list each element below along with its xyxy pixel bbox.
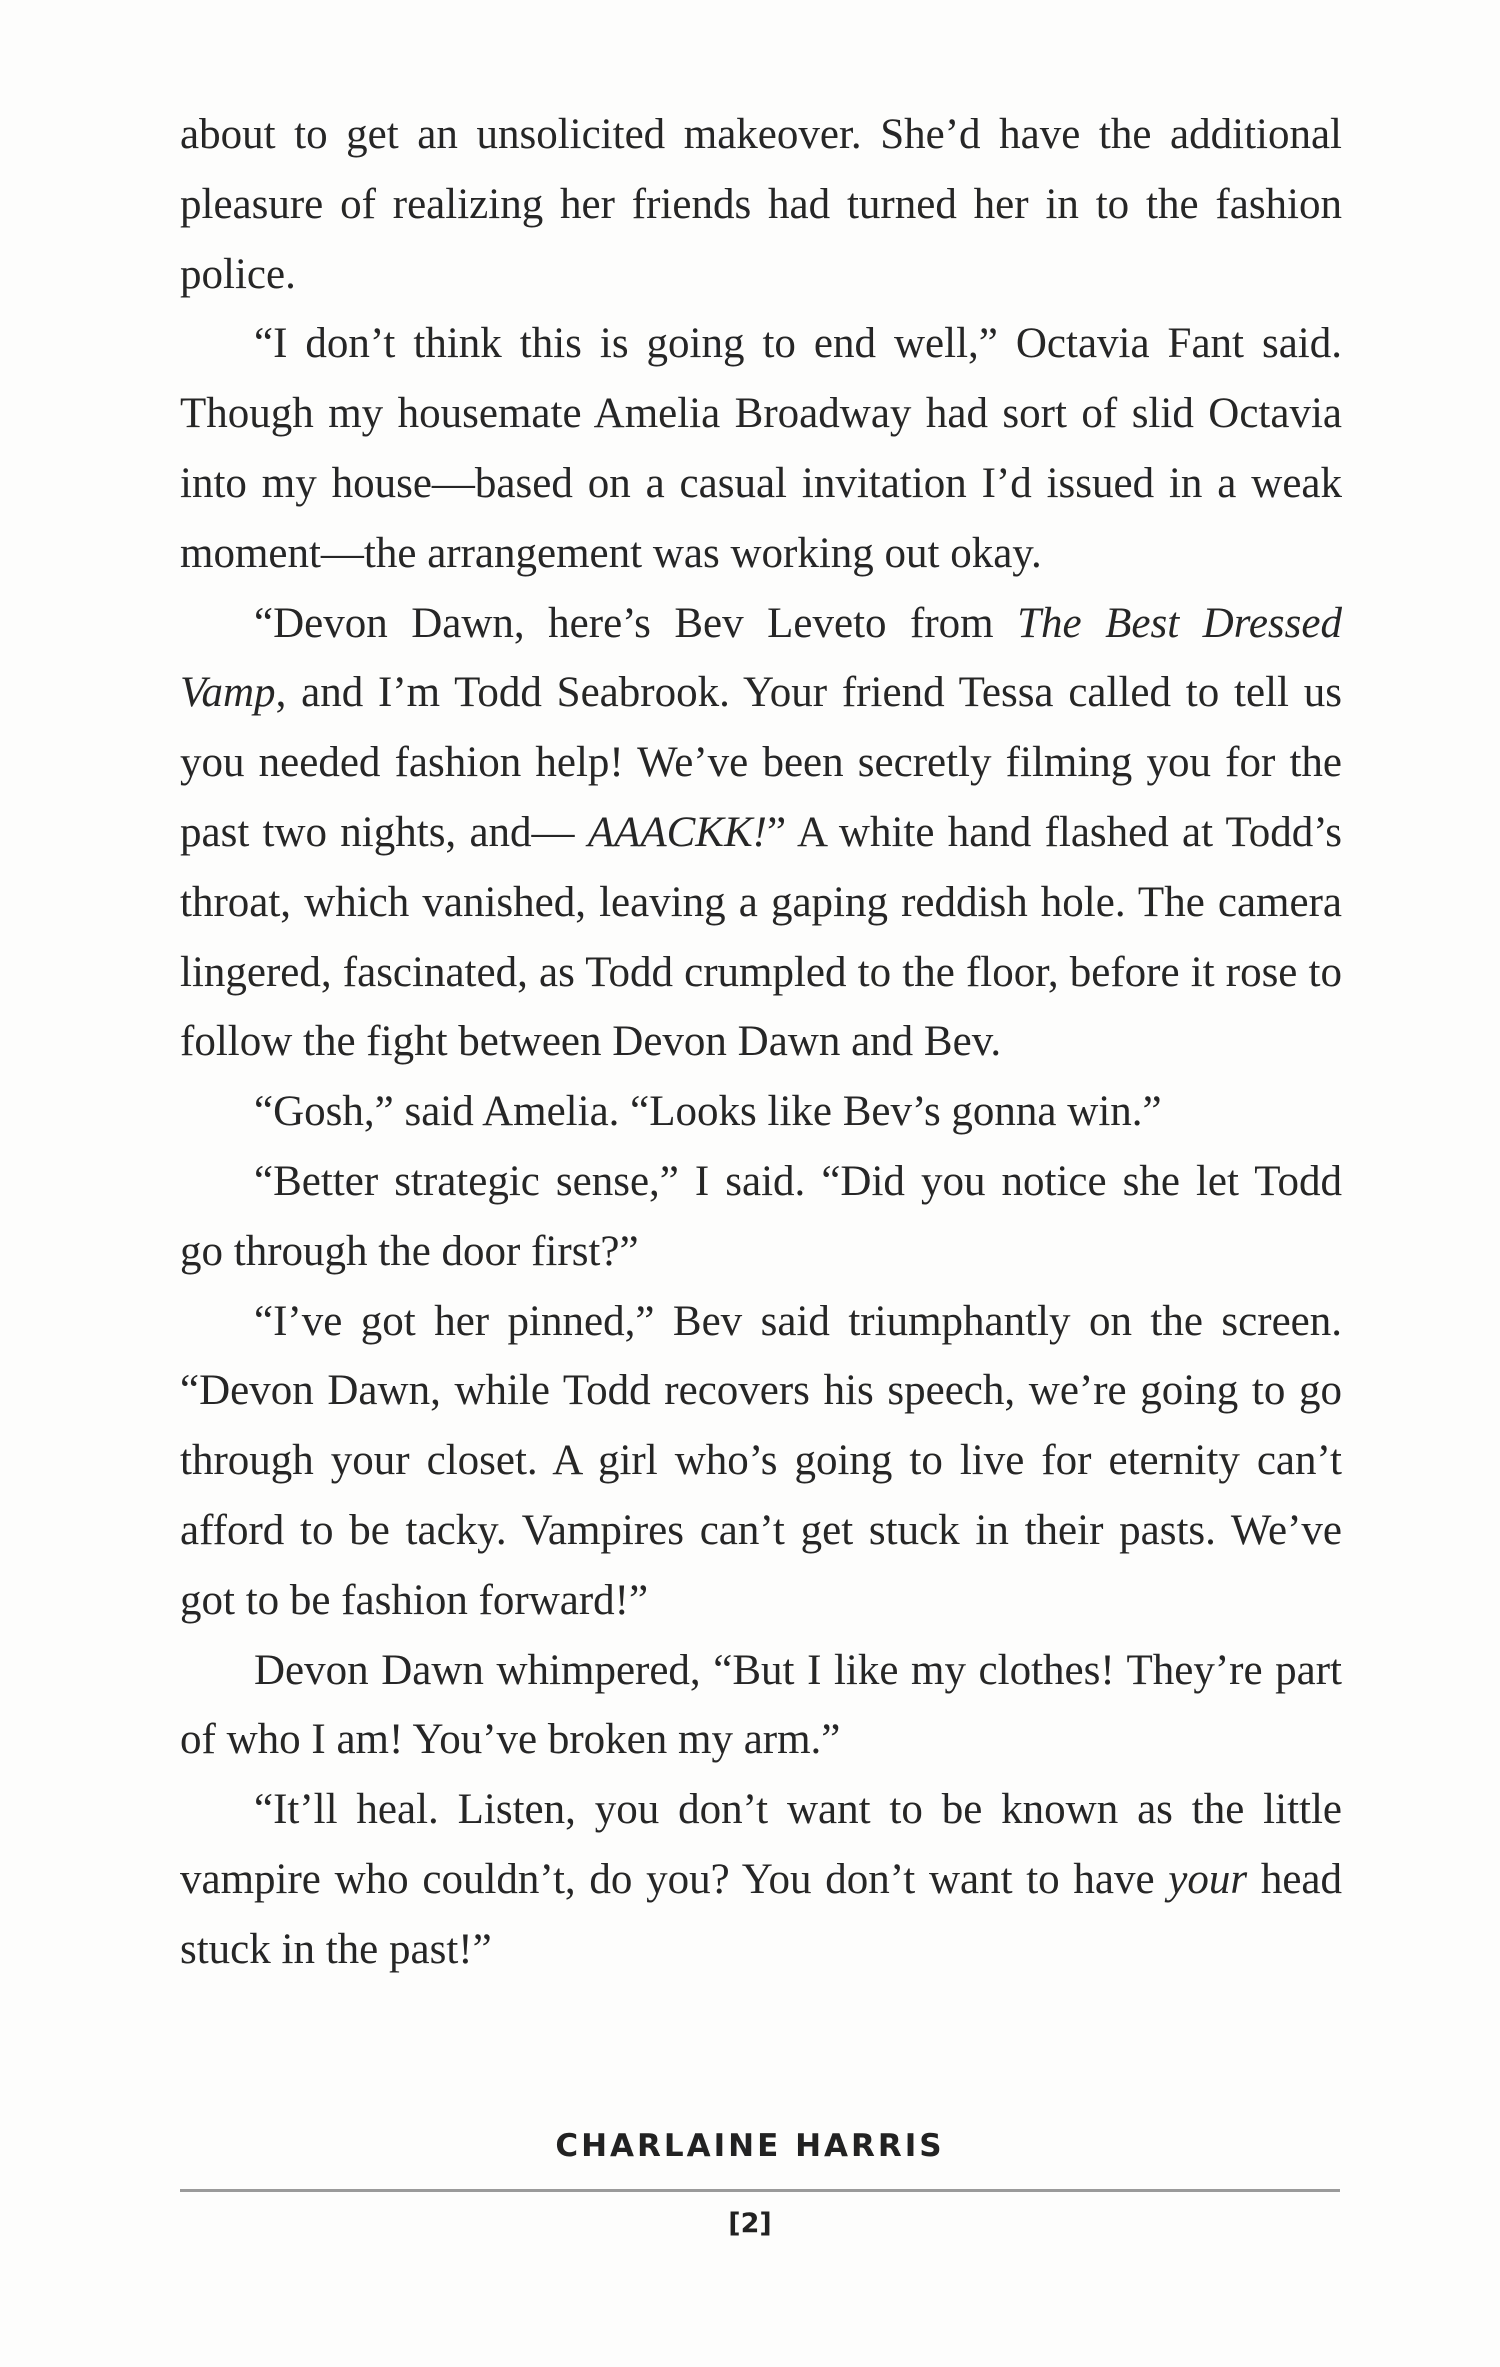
paragraph: [180, 309, 1342, 588]
text-run: ” A white hand flashed at Todd’s throat, which vanished, leaving a gaping reddish hole. The camera lingered, fascinated, as Todd crumpled to the floor, before it rose to follow the fight between Devon Dawn and Bev.: [180, 808, 1342, 1066]
italic-text: your: [1168, 1855, 1248, 1903]
paragraph: [180, 1077, 1342, 1147]
paragraph: [180, 589, 1342, 1078]
text-run: , and I’m Todd Seabrook. Your friend Tessa called to tell us you needed fashion help! We’ve been secretly filming you for the past two nights, and—: [180, 669, 1342, 856]
text-run: “Devon Dawn, here’s Bev Leveto from: [254, 599, 1018, 647]
text-run: “I don’t think this is going to end well,” Octavia Fant said. Though my housemate Amelia Broadway had sort of slid Octavia into my house—based on a casual invitation I’d issued in a weak moment—the arrangement was working out okay.: [180, 320, 1342, 577]
text-run: head stuck in the past!”: [180, 1855, 1343, 1973]
text-run: “It’ll heal. Listen, you don’t want to be known as the little vampire who couldn’t, do you? You don’t want to have: [180, 1786, 1342, 1903]
italic-text: The Best Dressed Vamp: [180, 599, 1342, 717]
paragraph: [180, 1636, 1342, 1776]
running-footer-author: CHARLAINE HARRIS: [555, 2128, 945, 2164]
paragraph: [180, 1775, 1342, 1984]
paragraph: [180, 1287, 1342, 1636]
paragraph: [180, 100, 1342, 309]
text-run: about to get an unsolicited makeover. She’d have the additional pleasure of realizing her friends had turned her in to the fashion police.: [180, 111, 1342, 298]
text-run: “Better strategic sense,” I said. “Did you notice she let Todd go through the door first?”: [180, 1157, 1342, 1275]
text-run: “I’ve got her pinned,” Bev said triumphantly on the screen. “Devon Dawn, while Todd recovers his speech, we’re going to go through your closet. A girl who’s going to live for eternity can’t afford to be tacky. Vampires can’t get stuck in their pasts. We’ve got to be fashion forward!”: [180, 1297, 1342, 1624]
body-text: [180, 100, 1342, 1985]
italic-text: AAACKK!: [587, 808, 767, 856]
page-number: [2]: [728, 2208, 772, 2239]
text-run: Devon Dawn whimpered, “But I like my clothes! They’re part of who I am! You’ve broken my arm.”: [180, 1646, 1342, 1764]
footer-divider: [180, 2189, 1340, 2192]
paragraph: [180, 1147, 1342, 1287]
text-run: “Gosh,” said Amelia. “Looks like Bev’s gonna win.”: [254, 1088, 1162, 1136]
